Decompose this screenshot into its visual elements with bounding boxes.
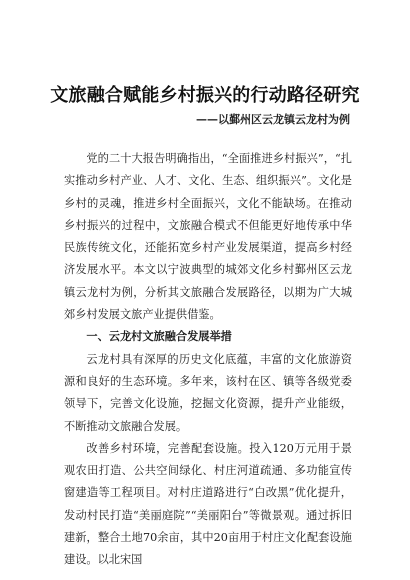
intro-paragraph: 党的二十大报告明确指出，“全面推进乡村振兴”，“扎实推动乡村产业、人才、文化、生态、组织振兴”。文化是乡村的灵魂，推进乡村全面振兴，文化不能缺场。在推动乡村振兴的过程中，文旅融合模式不但能更好地传承中华民族传统文化，还能拓宽乡村产业发展渠道，提高乡村经济发展水平。本文以宁波典型的城郊文化乡村鄞州区云龙镇云龙村为例，分析其文旅融合发展路径，以期为广大城郊乡村发展文旅产业提供借鉴。 — [64, 152, 352, 322]
section-heading: 一、云龙村文旅融合发展举措 — [86, 330, 232, 344]
document-body — [64, 148, 352, 572]
document-title: 文旅融合赋能乡村振兴的行动路径研究 — [50, 85, 360, 106]
body-paragraph-1: 云龙村具有深厚的历史文化底蕴，丰富的文化旅游资源和良好的生态环境。多年来，该村在区、镇等各级党委领导下，完善文化设施，挖掘文化资源，提升产业能级，不断推动文旅融合发展。 — [64, 352, 352, 433]
document-subtitle: ——以鄞州区云龙镇云龙村为例 — [196, 113, 350, 126]
body-paragraph-2: 改善乡村环境，完善配套设施。投入120万元用于景观农田打造、公共空间绿化、村庄河道疏通、多功能宣传窗建造等工程项目。对村庄道路进行“白改黑”优化提升，发动村民打造“美丽庭院”“美丽阳台”等微景观。通过拆旧建新，整合土地70余亩，其中20亩用于村庄文化配套设施建设。以北宋国 — [64, 441, 352, 567]
